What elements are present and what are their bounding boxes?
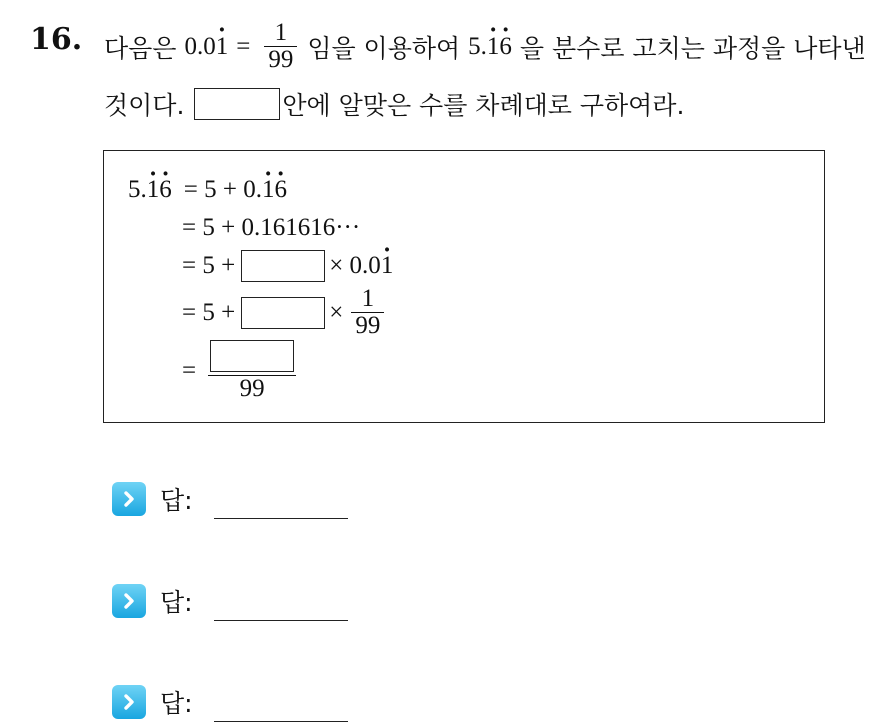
question-text-c: 을 분수로 고치는 과정을 나타낸	[519, 33, 866, 63]
answer-field-1[interactable]	[214, 518, 348, 519]
answer-row-1	[112, 481, 193, 517]
answer-label: 답:	[160, 486, 193, 515]
answer-blank-3[interactable]	[210, 340, 294, 372]
answer-row-2	[112, 583, 193, 619]
question-text-a: 다음은	[104, 33, 177, 63]
work-row-3: = 5 + × 0.0 · 1	[182, 250, 393, 282]
blank-box-legend	[194, 88, 280, 120]
target-decimal: 5.· 1· 6	[468, 33, 512, 61]
question-line-1	[104, 20, 866, 74]
answer-field-3[interactable]	[214, 721, 348, 722]
work-row-5: = 99	[182, 340, 302, 402]
question-text-b: 임을 이용하여	[307, 33, 461, 63]
answer-row-3	[112, 684, 193, 720]
answer-label: 답:	[160, 588, 193, 617]
given-equals: =	[236, 32, 251, 60]
answer-label: 답:	[160, 689, 193, 718]
given-decimal: 0.0· 1	[184, 33, 228, 61]
question-text-e: 안에 알맞은 수를 차례대로 구하여라.	[282, 91, 685, 120]
chevron-right-icon	[112, 685, 146, 719]
problem-number: 16.	[30, 22, 83, 57]
answer-field-2[interactable]	[214, 620, 348, 621]
chevron-right-icon	[112, 482, 146, 516]
work-row-1: 5. · 1 · 6 = 5 + 0. · 1 · 6	[128, 176, 287, 204]
chevron-right-icon	[112, 584, 146, 618]
work-row-2: = 5 + 0.161616···	[182, 214, 361, 241]
given-fraction: $\frac{1}{99}$	[264, 20, 297, 74]
answer-blank-2[interactable]	[241, 297, 325, 329]
work-row-4: = 5 + × $\frac{1}{99}$	[182, 286, 390, 340]
answer-blank-1[interactable]	[241, 250, 325, 282]
question-text-d: 것이다.	[104, 91, 185, 120]
question-line-2	[104, 86, 684, 122]
